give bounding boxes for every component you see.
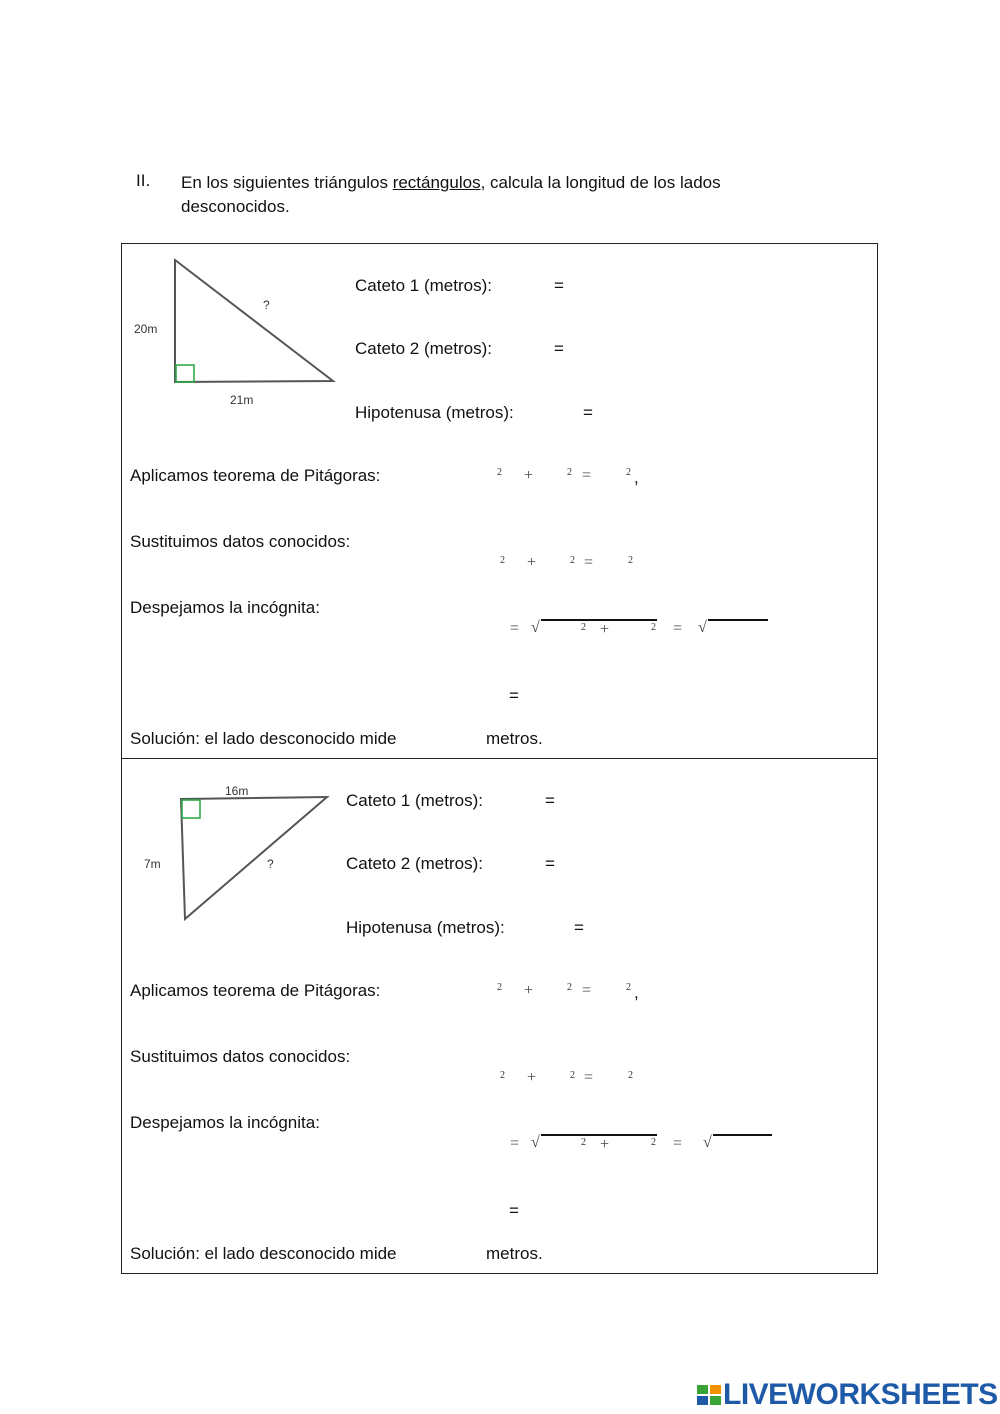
liveworksheets-logo	[697, 1378, 998, 1412]
cateto2-equals: =	[554, 339, 564, 358]
liveworksheets-logo-icon	[697, 1383, 721, 1407]
cateto1-equals: =	[554, 276, 564, 295]
plus-sign: +	[527, 1069, 537, 1086]
side-label-hypotenuse: ?	[267, 857, 274, 871]
side-label-bottom: 21m	[230, 393, 254, 407]
hipotenusa-equals: =	[583, 403, 593, 422]
equals-sign: =	[510, 620, 520, 637]
side-label-top: 16m	[225, 784, 249, 798]
square-exponent: 2	[628, 1070, 633, 1081]
square-exponent: 2	[497, 467, 502, 478]
square-exponent: 2	[497, 982, 502, 993]
solucion-label: Solución: el lado desconocido mide	[130, 1244, 397, 1263]
equals-sign: =	[673, 620, 683, 637]
cateto1-label: Cateto 1 (metros):	[355, 276, 492, 295]
plus-sign: +	[600, 621, 610, 638]
cateto1-equals: =	[545, 791, 555, 810]
square-exponent: 2	[651, 1137, 656, 1148]
metros-label: metros.	[486, 1244, 543, 1263]
equals-sign: =	[582, 982, 592, 999]
square-exponent: 2	[626, 982, 631, 993]
sqrt-bar	[541, 1134, 657, 1136]
logo-wordmark: LIVEWORKSHEETS	[723, 1378, 998, 1411]
side-label-hypotenuse: ?	[263, 298, 270, 312]
hipotenusa-label: Hipotenusa (metros):	[355, 403, 514, 422]
solucion-label: Solución: el lado desconocido mide	[130, 729, 397, 748]
equals-sign: =	[584, 1069, 594, 1086]
side-label-left: 20m	[134, 322, 158, 336]
square-exponent: 2	[567, 982, 572, 993]
sustituimos-label: Sustituimos datos conocidos:	[130, 532, 351, 551]
comma: ,	[634, 468, 639, 487]
sqrt-bar	[541, 619, 657, 621]
square-exponent: 2	[570, 555, 575, 566]
plus-sign: +	[524, 467, 534, 484]
square-exponent: 2	[567, 467, 572, 478]
sqrt-bar	[713, 1134, 772, 1136]
aplicamos-label: Aplicamos teorema de Pitágoras:	[130, 981, 381, 1000]
equals-sign: =	[673, 1135, 683, 1152]
aplicamos-label: Aplicamos teorema de Pitágoras:	[130, 466, 381, 485]
section-number: II.	[136, 171, 151, 190]
comma: ,	[634, 983, 639, 1002]
sqrt-symbol: √	[531, 1134, 540, 1151]
triangle-figure-1	[130, 252, 345, 412]
sqrt-symbol: √	[698, 619, 707, 636]
square-exponent: 2	[500, 555, 505, 566]
square-exponent: 2	[651, 622, 656, 633]
despejamos-label: Despejamos la incógnita:	[130, 598, 320, 617]
plus-sign: +	[524, 982, 534, 999]
square-exponent: 2	[626, 467, 631, 478]
sqrt-symbol: √	[703, 1134, 712, 1151]
plus-sign: +	[527, 554, 537, 571]
metros-label: metros.	[486, 729, 543, 748]
hipotenusa-label: Hipotenusa (metros):	[346, 918, 505, 937]
equals-sign: =	[584, 554, 594, 571]
square-exponent: 2	[581, 622, 586, 633]
triangle-figure-2	[130, 780, 340, 930]
cateto2-equals: =	[545, 854, 555, 873]
sustituimos-label: Sustituimos datos conocidos:	[130, 1047, 351, 1066]
square-exponent: 2	[628, 555, 633, 566]
side-label-left: 7m	[144, 857, 161, 871]
sqrt-bar	[708, 619, 768, 621]
result-equals: =	[509, 686, 519, 705]
underlined-word: rectángulos	[392, 173, 481, 192]
plus-sign: +	[600, 1136, 610, 1153]
hipotenusa-equals: =	[574, 918, 584, 937]
despejamos-label: Despejamos la incógnita:	[130, 1113, 320, 1132]
equals-sign: =	[582, 467, 592, 484]
result-equals: =	[509, 1201, 519, 1220]
square-exponent: 2	[581, 1137, 586, 1148]
square-exponent: 2	[500, 1070, 505, 1081]
sqrt-symbol: √	[531, 619, 540, 636]
instructions-text: En los siguientes triángulos rectángulos, calcula la longitud de los lados desconocidos.	[181, 173, 721, 216]
square-exponent: 2	[570, 1070, 575, 1081]
equals-sign: =	[510, 1135, 520, 1152]
cateto2-label: Cateto 2 (metros):	[355, 339, 492, 358]
cateto2-label: Cateto 2 (metros):	[346, 854, 483, 873]
cateto1-label: Cateto 1 (metros):	[346, 791, 483, 810]
